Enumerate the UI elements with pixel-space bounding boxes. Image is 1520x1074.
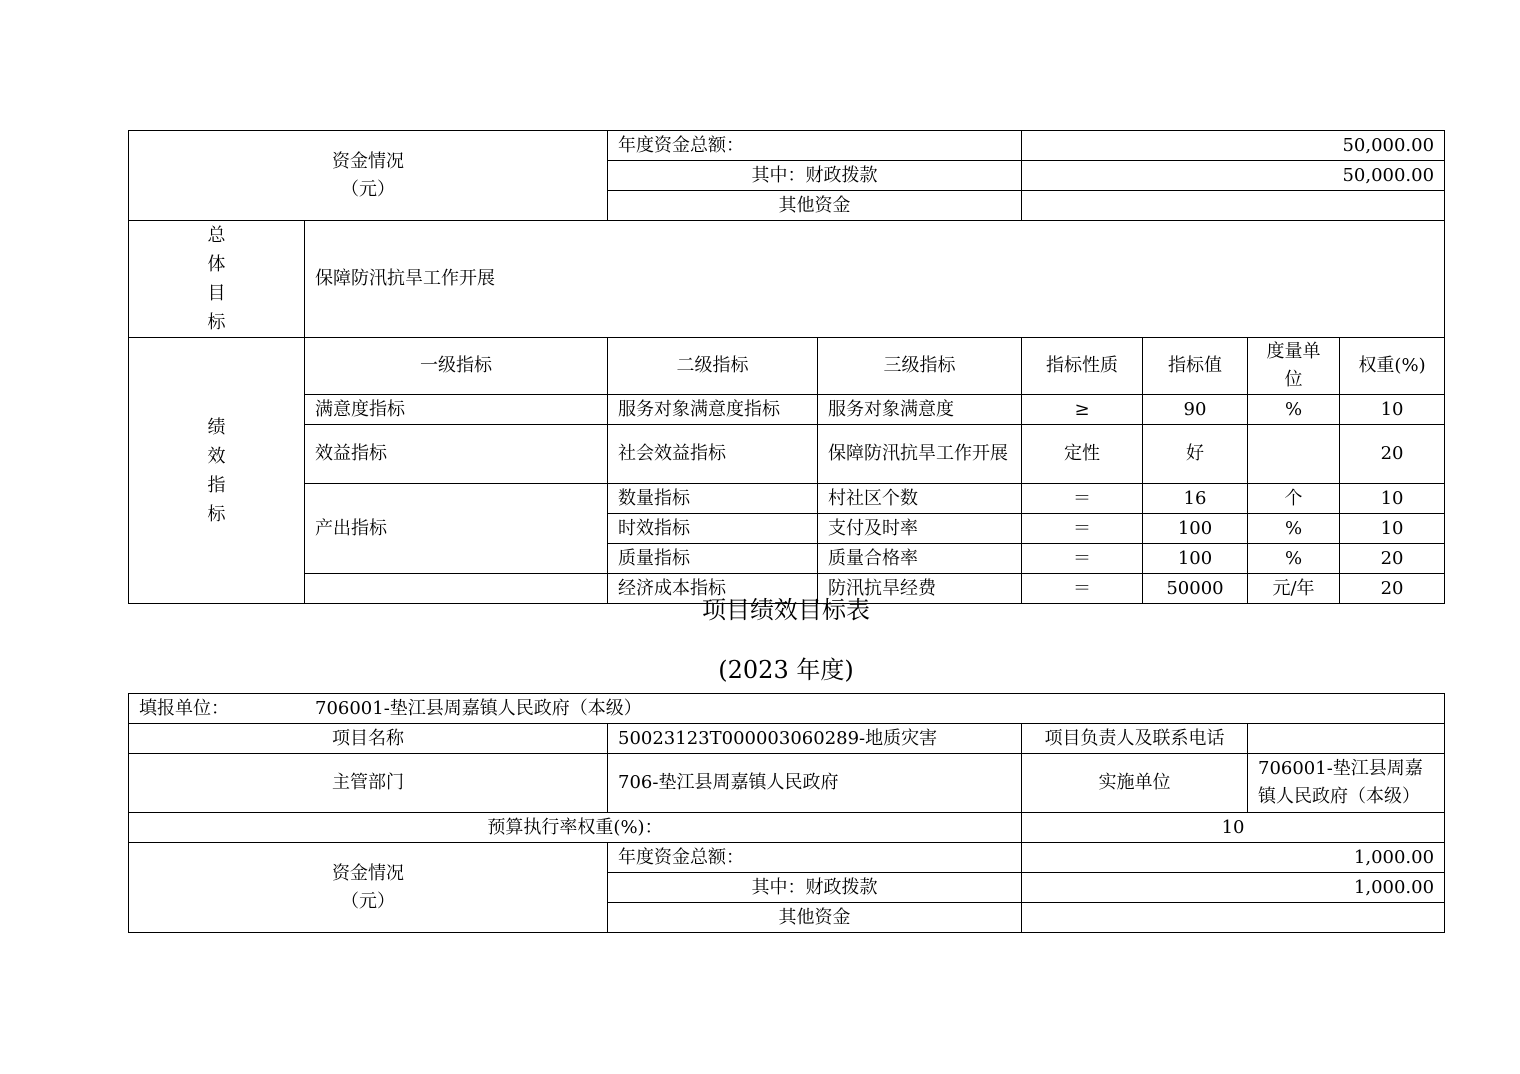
annual-total-value: 1,000.00 bbox=[1022, 843, 1445, 873]
impl-unit-value: 706001-垫江县周嘉镇人民政府（本级） bbox=[1248, 754, 1445, 813]
level3-cell: 质量合格率 bbox=[818, 544, 1022, 574]
funds-unit: （元） bbox=[341, 890, 395, 912]
weight-cell: 10 bbox=[1340, 514, 1445, 544]
project-name-label: 项目名称 bbox=[129, 724, 608, 754]
performance-table-continued bbox=[128, 130, 1445, 604]
header-value: 指标值 bbox=[1143, 338, 1248, 395]
level1-cell: 效益指标 bbox=[305, 425, 608, 484]
level3-cell: 村社区个数 bbox=[818, 484, 1022, 514]
value-cell: 90 bbox=[1143, 395, 1248, 425]
impl-unit-label: 实施单位 bbox=[1022, 754, 1248, 813]
table-row bbox=[129, 425, 1445, 484]
value-cell: 100 bbox=[1143, 514, 1248, 544]
overall-goal-text: 保障防汛抗旱工作开展 bbox=[305, 221, 1445, 338]
level3-cell: 防汛抗旱经费 bbox=[818, 574, 1022, 604]
weight-cell: 10 bbox=[1340, 484, 1445, 514]
annual-total-value: 50,000.00 bbox=[1022, 131, 1445, 161]
project-performance-table bbox=[128, 693, 1445, 933]
fiscal-label: 其中：财政拨款 bbox=[608, 161, 1022, 191]
nature-cell: ＝ bbox=[1022, 484, 1143, 514]
fiscal-value: 50,000.00 bbox=[1022, 161, 1445, 191]
budget-weight-label: 预算执行率权重(%)： bbox=[129, 813, 1022, 843]
reporting-unit-row bbox=[129, 694, 1445, 724]
nature-cell: 定性 bbox=[1022, 425, 1143, 484]
header-weight: 权重(%) bbox=[1340, 338, 1445, 395]
table-row bbox=[129, 395, 1445, 425]
fiscal-value: 1,000.00 bbox=[1022, 873, 1445, 903]
weight-cell: 20 bbox=[1340, 425, 1445, 484]
value-cell: 好 bbox=[1143, 425, 1248, 484]
header-level1: 一级指标 bbox=[305, 338, 608, 395]
weight-cell: 20 bbox=[1340, 544, 1445, 574]
unit-cell: 个 bbox=[1248, 484, 1340, 514]
unit-cell: % bbox=[1248, 514, 1340, 544]
nature-cell: ＝ bbox=[1022, 514, 1143, 544]
nature-cell: ＝ bbox=[1022, 574, 1143, 604]
reporting-unit-value: 706001-垫江县周嘉镇人民政府（本级） bbox=[315, 697, 642, 719]
unit-cell: 元/年 bbox=[1248, 574, 1340, 604]
overall-goal-label: 总 体 目 标 bbox=[129, 221, 305, 338]
dept-value: 706-垫江县周嘉镇人民政府 bbox=[608, 754, 1022, 813]
document-year: (2023 年度) bbox=[718, 656, 854, 684]
other-funds-value bbox=[1022, 191, 1445, 221]
level3-cell: 支付及时率 bbox=[818, 514, 1022, 544]
contact-value bbox=[1248, 724, 1445, 754]
contact-label: 项目负责人及联系电话 bbox=[1022, 724, 1248, 754]
header-level2: 二级指标 bbox=[608, 338, 818, 395]
level1-cell: 满意度指标 bbox=[305, 395, 608, 425]
unit-cell: % bbox=[1248, 395, 1340, 425]
fiscal-label: 其中：财政拨款 bbox=[608, 873, 1022, 903]
nature-cell: ≥ bbox=[1022, 395, 1143, 425]
level3-cell: 服务对象满意度 bbox=[818, 395, 1022, 425]
funds-label-cell bbox=[129, 843, 608, 933]
value-cell: 100 bbox=[1143, 544, 1248, 574]
level2-cell: 质量指标 bbox=[608, 544, 818, 574]
level2-cell: 时效指标 bbox=[608, 514, 818, 544]
document-title: 项目绩效目标表 bbox=[702, 596, 870, 624]
other-funds-label: 其他资金 bbox=[608, 903, 1022, 933]
table-row bbox=[129, 484, 1445, 514]
performance-indicator-label: 绩 效 指 标 bbox=[129, 338, 305, 604]
reporting-unit-label: 填报单位： bbox=[139, 697, 229, 719]
budget-weight-value: 10 bbox=[1022, 813, 1445, 843]
funds-label-cell bbox=[129, 131, 608, 221]
level2-cell: 社会效益指标 bbox=[608, 425, 818, 484]
annual-total-label: 年度资金总额： bbox=[608, 131, 1022, 161]
level2-cell: 服务对象满意度指标 bbox=[608, 395, 818, 425]
level1-cell: 产出指标 bbox=[305, 484, 608, 574]
nature-cell: ＝ bbox=[1022, 544, 1143, 574]
other-funds-value bbox=[1022, 903, 1445, 933]
value-cell: 50000 bbox=[1143, 574, 1248, 604]
funds-label: 资金情况 bbox=[332, 150, 404, 172]
value-cell: 16 bbox=[1143, 484, 1248, 514]
level2-cell: 经济成本指标 bbox=[608, 574, 818, 604]
dept-label: 主管部门 bbox=[129, 754, 608, 813]
weight-cell: 20 bbox=[1340, 574, 1445, 604]
unit-cell: % bbox=[1248, 544, 1340, 574]
other-funds-label: 其他资金 bbox=[608, 191, 1022, 221]
level2-cell: 数量指标 bbox=[608, 484, 818, 514]
funds-label: 资金情况 bbox=[332, 862, 404, 884]
header-level3: 三级指标 bbox=[818, 338, 1022, 395]
level3-cell: 保障防汛抗旱工作开展 bbox=[818, 425, 1022, 484]
annual-total-label: 年度资金总额： bbox=[608, 843, 1022, 873]
funds-unit: （元） bbox=[341, 178, 395, 200]
header-nature: 指标性质 bbox=[1022, 338, 1143, 395]
project-name-value: 50023123T000003060289-地质灾害 bbox=[608, 724, 1022, 754]
unit-cell bbox=[1248, 425, 1340, 484]
weight-cell: 10 bbox=[1340, 395, 1445, 425]
header-unit: 度量单位 bbox=[1248, 338, 1340, 395]
